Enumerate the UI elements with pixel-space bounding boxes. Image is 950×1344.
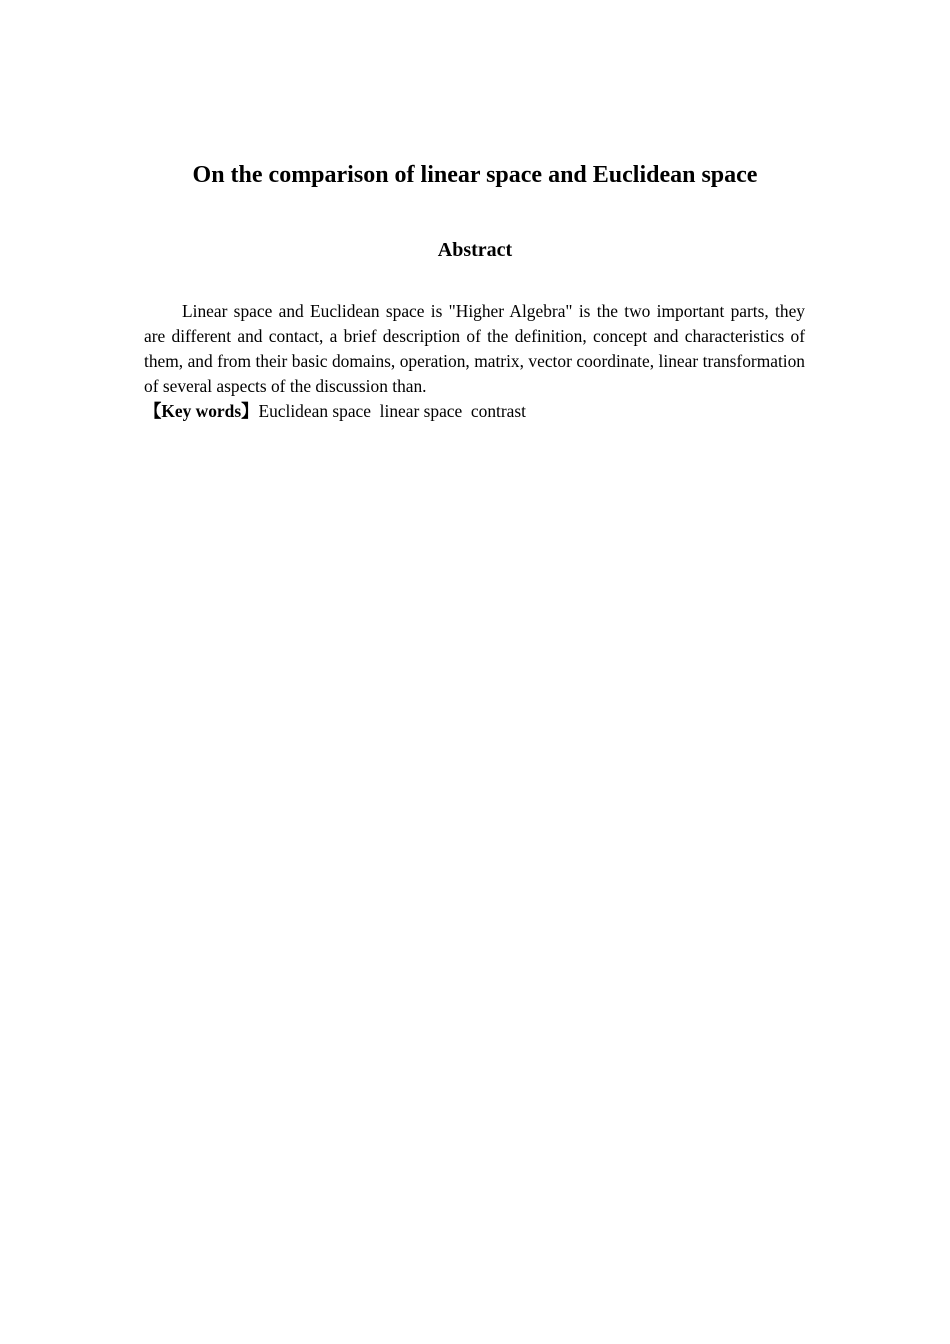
- paper-title: On the comparison of linear space and Euclidean space: [192, 162, 758, 188]
- abstract-paragraph: Linear space and Euclidean space is "Higher Algebra" is the two important parts, they are different and contact, a brief description of the definition, concept and characteristics of them, and from their basic domains, operation, matrix, vector coordinate, linear transformation of several aspects of the discussion than.: [144, 301, 805, 396]
- keywords-text: Euclidean space linear space contrast: [258, 401, 526, 421]
- abstract-heading: Abstract: [437, 239, 513, 261]
- keywords-label: 【Key words】: [144, 401, 259, 421]
- keywords-line: [144, 399, 805, 424]
